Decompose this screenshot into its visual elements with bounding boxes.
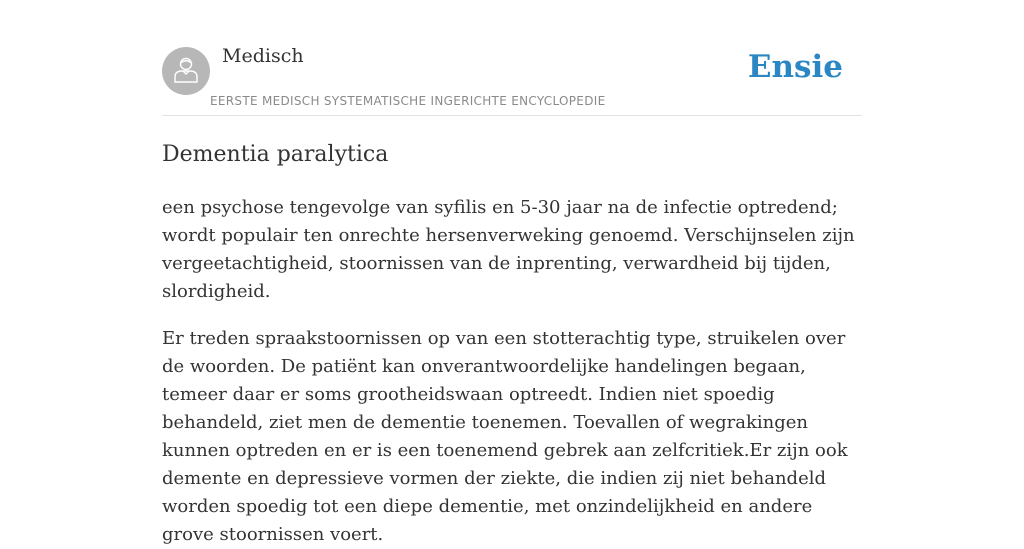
article-paragraph-2: Er treden spraakstoornissen op van een stotterachtig type, struikelen over de woorden. De patiënt kan onverantwoordelijke handelingen begaan, temeer daar er soms grootheidswaan optreedt. Indien niet spoedig behandeld, ziet men de dementie toenemen. Toevallen of wegrakingen kunnen optreden en er is een toenemend gebrek aan zelfcritiek.Er zijn ook demente en depressieve vormen der ziekte, die indien zij niet behandeld worden spoedig tot een diepe dementie, met onzindelijkheid en andere grove stoornissen voert. [162, 328, 848, 545]
avatar[interactable] [162, 47, 210, 95]
source-name[interactable]: Medisch [222, 45, 304, 67]
source-subtitle: EERSTE MEDISCH SYSTEMATISCHE INGERICHTE ENCYCLOPEDIE [210, 94, 606, 108]
user-icon [171, 54, 201, 89]
source-header [162, 0, 862, 116]
page [162, 0, 862, 549]
article-title: Dementia paralytica [162, 142, 389, 167]
article-paragraph-1: een psychose tengevolge van syfilis en 5-30 jaar na de infectie optredend; wordt populair ten onrechte hersenverweking genoemd. Verschijnselen zijn vergeetachtigheid, stoornissen van de inprenting, verwardheid bij tijden, slordigheid. [162, 197, 855, 302]
ensie-logo[interactable]: Ensie [747, 49, 843, 85]
